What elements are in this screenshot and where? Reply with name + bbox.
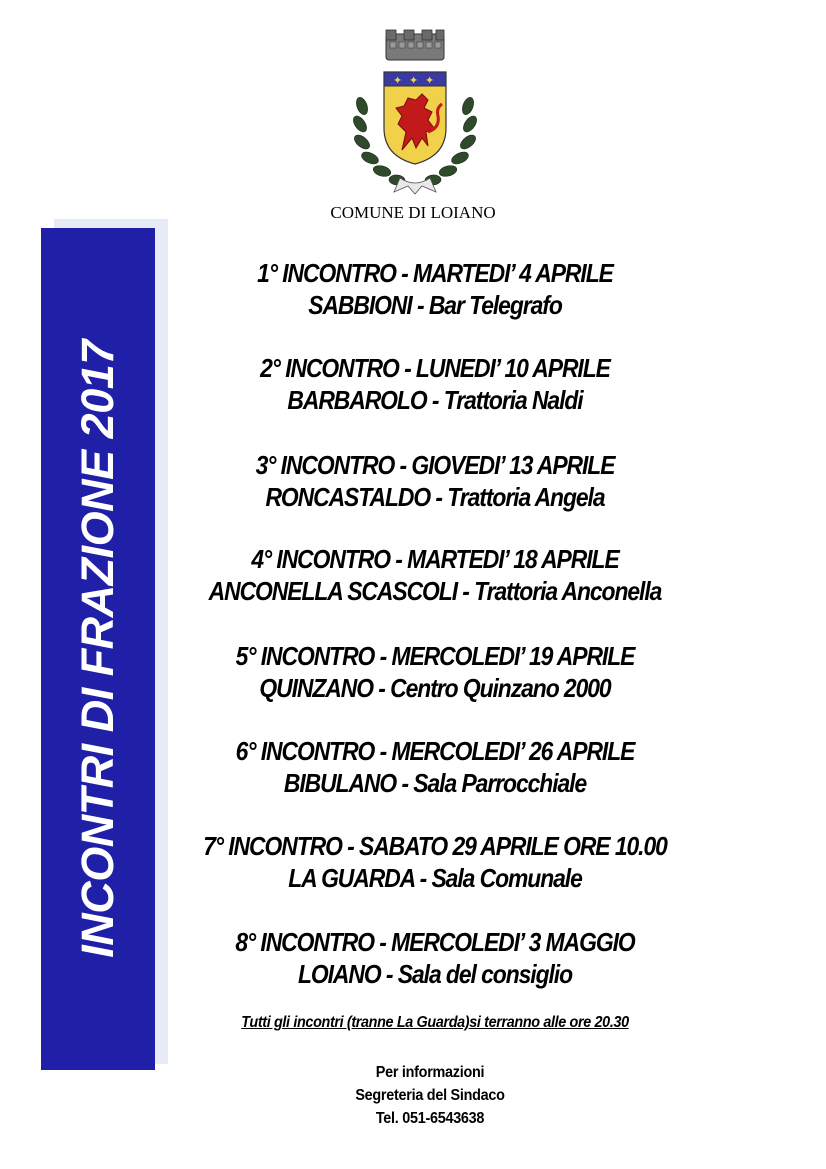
event-date: 8° INCONTRO - MERCOLEDI’ 3 MAGGIO [235,927,635,957]
event-location: ANCONELLA SCASCOLI - Trattoria Anconella [208,576,662,606]
event-item [170,543,700,607]
contact-phone: Tel. 051-6543638 [375,1110,485,1127]
municipality-name: COMUNE DI LOIANO [330,203,496,222]
event-location: RONCASTALDO - Trattoria Angela [265,482,605,512]
svg-text:✦: ✦ [393,74,403,87]
event-date: 3° INCONTRO - GIOVEDI’ 13 APRILE [255,450,615,480]
event-item [170,352,700,416]
contact-info [300,1061,560,1130]
event-date: 5° INCONTRO - MERCOLEDI’ 19 APRILE [235,641,635,671]
event-location: LA GUARDA - Sala Comunale [288,863,582,893]
banner-title: INCONTRI DI FRAZIONE 2017 [72,340,123,958]
event-item [170,735,700,799]
event-date: 2° INCONTRO - LUNEDI’ 10 APRILE [260,353,610,383]
contact-heading: Per informazioni [375,1064,485,1081]
event-date: 7° INCONTRO - SABATO 29 APRILE ORE 10.00 [203,831,667,861]
event-location: LOIANO - Sala del consiglio [297,959,573,989]
event-date: 6° INCONTRO - MERCOLEDI’ 26 APRILE [235,736,635,766]
svg-text:✦: ✦ [425,74,435,87]
event-location: SABBIONI - Bar Telegrafo [308,290,562,320]
event-location: BARBAROLO - Trattoria Naldi [287,385,583,415]
event-item [170,830,700,894]
event-date: 1° INCONTRO - MARTEDI’ 4 APRILE [257,258,613,288]
event-item [170,257,700,321]
schedule-note: Tutti gli incontri (tranne La Guarda)si terranno alle ore 20.30 [241,1014,629,1031]
event-item [170,640,700,704]
coat-of-arms-icon [352,28,478,198]
svg-text:✦: ✦ [409,74,419,87]
event-location: BIBULANO - Sala Parrocchiale [283,768,587,798]
event-location: QUINZANO - Centro Quinzano 2000 [259,673,611,703]
event-item [170,926,700,990]
event-date: 4° INCONTRO - MARTEDI’ 18 APRILE [251,544,619,574]
contact-office: Segreteria del Sindaco [355,1087,505,1104]
event-item [170,449,700,513]
